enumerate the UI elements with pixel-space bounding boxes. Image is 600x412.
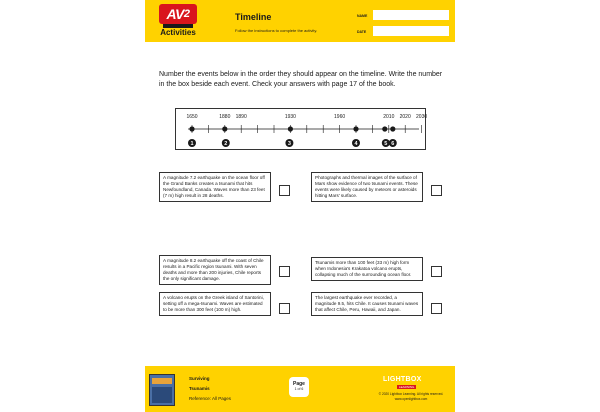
copyright-text: © 2020 Lightbox Learning. All rights reserved. xyxy=(378,392,444,396)
event-krakatoa xyxy=(311,257,423,281)
worksheet-page xyxy=(145,0,455,412)
timeline-number-markers xyxy=(188,139,397,147)
reference-text: Reference: All Pages xyxy=(189,396,232,401)
event-mars xyxy=(311,172,423,202)
timeline-marker-number: 2 xyxy=(224,141,228,147)
answer-box-mars[interactable] xyxy=(431,185,442,196)
timeline-marker xyxy=(222,139,230,147)
instructions-text: Number the events below in the order they should appear on the timeline. Write the number in the box beside each event. Check your answers with page 17 of the book. xyxy=(159,71,443,88)
event-santorini xyxy=(159,292,271,316)
date-field[interactable] xyxy=(373,26,449,36)
event-text: A magnitude 7.2 earthquake on the ocean floor off the Grand Banks creates a tsunami that hits Newfoundland, Canada. Waves more than 23 feet (7 m) high result in 28 deaths. xyxy=(163,175,265,198)
event-text: A magnitude 8.2 earthquake off the coast of Chile results in a Pacific region tsunami. With seven deaths and more than 200 injuries, Chile reports the only significant damage. xyxy=(163,258,264,281)
timeline-dot xyxy=(288,126,293,131)
timeline-year-label: 1880 xyxy=(219,114,231,120)
book-title: Tsunamis xyxy=(189,386,210,391)
timeline-dot xyxy=(222,126,227,131)
footer-bar xyxy=(145,366,455,412)
name-field[interactable] xyxy=(373,10,449,20)
event-chile-9-5 xyxy=(311,292,423,316)
event-grand-banks xyxy=(159,172,271,202)
answer-box-chile-8-2[interactable] xyxy=(279,266,290,277)
timeline-marker-number: 1 xyxy=(190,141,194,147)
answer-box-krakatoa[interactable] xyxy=(431,266,442,277)
header-bar xyxy=(145,0,455,42)
timeline-year-label: 2010 xyxy=(383,114,395,120)
lightbox-logo: LIGHTBOX xyxy=(383,376,422,383)
cover-art xyxy=(152,387,172,403)
page-label: Page xyxy=(293,381,305,387)
timeline-dot xyxy=(382,126,387,131)
timeline-year-label: 1930 xyxy=(284,114,296,120)
timeline-year-label: 2020 xyxy=(399,114,411,120)
book-cover-thumbnail xyxy=(149,374,175,406)
timeline-marker xyxy=(382,139,390,147)
answer-box-grand-banks[interactable] xyxy=(279,185,290,196)
event-text: The largest earthquake ever recorded, a magnitude 9.5, hits Chile. It causes tsunami waves that affect Chile, Peru, Hawaii, and Japan. xyxy=(315,295,419,312)
event-chile-8-2 xyxy=(159,255,271,285)
timeline-year-label: 1650 xyxy=(186,114,198,120)
page-indicator xyxy=(289,377,309,397)
date-label: DATE xyxy=(357,30,367,34)
logo-badge: $AV^2$ xyxy=(159,4,197,24)
logo-activities-label: Activities xyxy=(160,28,196,37)
timeline-year-label: 1890 xyxy=(235,114,247,120)
timeline-marker-number: 6 xyxy=(391,141,395,147)
timeline-marker xyxy=(352,139,360,147)
answer-box-chile-9-5[interactable] xyxy=(431,303,442,314)
timeline-dot xyxy=(390,126,395,131)
website-link[interactable]: www.openlightbox.com xyxy=(394,397,428,401)
av2-logo xyxy=(149,4,207,38)
timeline-year-labels xyxy=(186,114,427,120)
event-text: Photographs and thermal images of the surface of Mars show evidence of two tsunami events. These events were likely caused by meteors or asteroids hitting Mars' surface. xyxy=(315,175,418,198)
name-label: NAME xyxy=(357,14,368,18)
timeline-marker-number: 4 xyxy=(354,141,358,147)
timeline-marker xyxy=(389,139,397,147)
book-series: Surviving xyxy=(189,376,210,381)
learning-badge: LEARNING xyxy=(399,385,415,389)
cover-title-band xyxy=(152,378,172,384)
timeline-marker xyxy=(285,139,293,147)
timeline-marker xyxy=(188,139,196,147)
timeline-dot xyxy=(189,126,194,131)
event-text: A volcano erupts on the Greek island of Santorini, setting off a mega-tsunami. Waves are estimated to be more than 300 feet (100 m) high. xyxy=(163,295,264,312)
timeline xyxy=(175,108,426,150)
timeline-marker-number: 5 xyxy=(384,141,388,147)
timeline-year-label: 2030 xyxy=(416,114,427,120)
timeline-year-label: 1960 xyxy=(334,114,346,120)
page-title: Timeline xyxy=(235,12,272,22)
copyright-block xyxy=(367,392,455,402)
page-number: 1 of 6 xyxy=(294,387,304,391)
event-text: Tsunamis more than 100 feet (33 m) high form when Indonesia's Krakatoa volcano erupts, collapsing much of the surrounding ocean floor. xyxy=(315,260,412,277)
timeline-marker-number: 3 xyxy=(287,141,291,147)
timeline-dot xyxy=(353,126,358,131)
page-subtitle: Follow the instructions to complete the activity. xyxy=(235,28,318,33)
answer-box-santorini[interactable] xyxy=(279,303,290,314)
timeline-graphic xyxy=(176,109,427,151)
